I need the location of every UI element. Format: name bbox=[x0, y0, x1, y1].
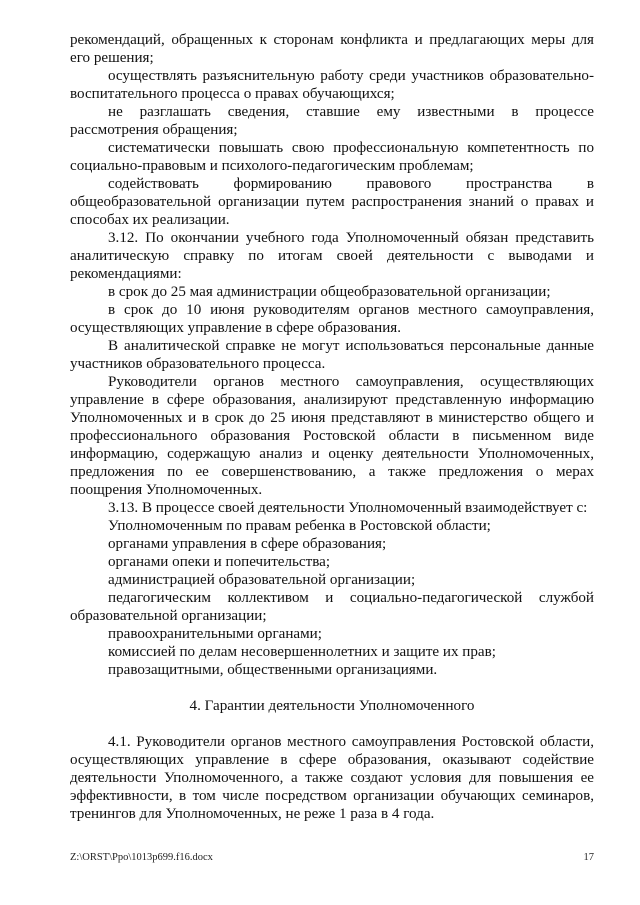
paragraph: Руководители органов местного самоуправления, осуществляющих управление в сфере образования, анализируют представленную информацию Уполномоченных и в срок до 25 июня представляют в министерство общего и профессионального образования Ростовской области в письменном виде информацию, содержащую анализ и оценку деятельности Уполномоченных, предложения по ее совершенствованию, а также предложения о мерах поощрения Уполномоченных. bbox=[70, 374, 594, 498]
paragraph: педагогическим коллективом и социально-педагогической службой образовательной организации; bbox=[70, 590, 594, 624]
paragraph: осуществлять разъяснительную работу среди участников образовательно-воспитательного процесса о правах обучающихся; bbox=[70, 68, 594, 102]
paragraph: В аналитической справке не могут использоваться персональные данные участников образовательного процесса. bbox=[70, 338, 594, 372]
paragraph: в срок до 10 июня руководителям органов местного самоуправления, осуществляющих управление в сфере образования. bbox=[70, 302, 594, 336]
paragraph: органами управления в сфере образования; bbox=[108, 536, 387, 552]
text-block-top bbox=[70, 31, 594, 679]
paragraph: органами опеки и попечительства; bbox=[108, 554, 331, 570]
document-body bbox=[70, 31, 594, 823]
paragraph: Уполномоченным по правам ребенка в Ростовской области; bbox=[108, 518, 491, 534]
paragraph: в срок до 25 мая администрации общеобразовательной организации; bbox=[108, 284, 551, 300]
paragraph: рекомендаций, обращенных к сторонам конфликта и предлагающих меры для его решения; bbox=[70, 32, 594, 66]
paragraph: систематически повышать свою профессиональную компетентность по социально-правовым и психолого-педагогическим проблемам; bbox=[70, 140, 594, 174]
paragraph: администрацией образовательной организации; bbox=[108, 572, 416, 588]
paragraph: правозащитными, общественными организациями. bbox=[108, 662, 438, 678]
paragraph: не разглашать сведения, ставшие ему известными в процессе рассмотрения обращения; bbox=[70, 104, 594, 138]
paragraph: содействовать формированию правового пространства в общеобразовательной организации путем распространения знаний о правах и способах их реализации. bbox=[70, 176, 594, 228]
paragraph: правоохранительными органами; bbox=[108, 626, 322, 642]
paragraph: 3.12. По окончании учебного года Уполномоченный обязан представить аналитическую справку по итогам своей деятельности с выводами и рекомендациями: bbox=[70, 230, 594, 282]
text-block-bottom bbox=[70, 733, 594, 823]
paragraph: 3.13. В процессе своей деятельности Уполномоченный взаимодействует с: bbox=[108, 500, 588, 516]
page-number: 17 bbox=[583, 852, 594, 863]
paragraph: 4.1. Руководители органов местного самоуправления Ростовской области, осуществляющих управление в сфере образования, оказывают содействие деятельности Уполномоченного, а также создают условия для повышения ее эффективности, в том числе посредством организации обучающих семинаров, тренингов для Уполномоченных, не реже 1 раза в 4 года. bbox=[70, 734, 594, 822]
footer-file-path: Z:\ORST\Ppo\1013p699.f16.docx bbox=[70, 852, 213, 863]
paragraph: комиссией по делам несовершеннолетних и защите их прав; bbox=[108, 644, 496, 660]
section-heading: 4. Гарантии деятельности Уполномоченного bbox=[189, 698, 475, 714]
